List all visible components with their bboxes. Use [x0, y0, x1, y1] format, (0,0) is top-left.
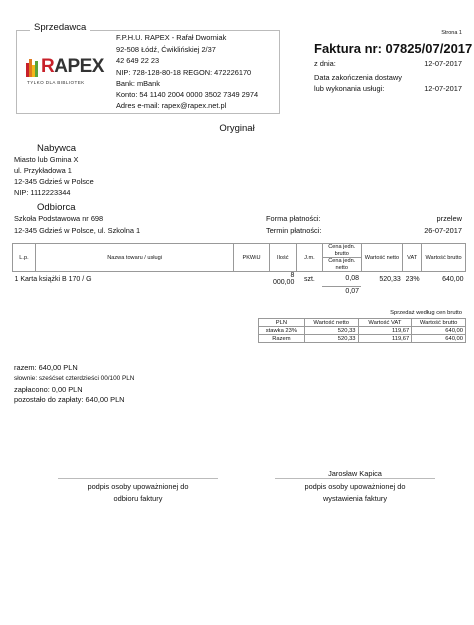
buyer-line-3: 12-345 Gdzieś w Polsce — [14, 177, 94, 186]
col-lp: L.p. — [13, 244, 36, 272]
buyer-nip: NIP: 1112223344 — [14, 188, 71, 197]
seller-heading: Sprzedawca — [30, 22, 90, 33]
page-number: Strona 1 — [441, 30, 462, 36]
rapex-logo — [26, 57, 106, 87]
payment-term-value: 26-07-2017 — [424, 226, 462, 235]
buyer-line-1: Miasto lub Gmina X — [14, 155, 79, 164]
seller-account: Konto: 54 1140 2004 0000 3502 7349 2974 — [116, 90, 259, 99]
payment-form-value: przelew — [436, 214, 462, 223]
buyer-line-2: ul. Przykładowa 1 — [14, 166, 72, 175]
left-signature-label-2: odbioru faktury — [113, 494, 163, 503]
logo-wordmark: RAPEX — [41, 56, 104, 77]
delivery-date-label-2: lub wykonania usługi: — [314, 84, 385, 93]
items-table — [12, 243, 466, 296]
issuer-name: Jarosław Kapica — [328, 469, 382, 478]
table-row-net-price: 0,07 — [13, 286, 466, 296]
recipient-line-1: Szkoła Podstawowa nr 698 — [14, 214, 104, 223]
invoice-title: Faktura nr: 07825/07/2017 — [314, 41, 473, 56]
col-unit: J.m. — [296, 244, 322, 272]
col-name: Nazwa towaru / usługi — [35, 244, 233, 272]
seller-bank: Bank: mBank — [116, 79, 160, 88]
original-label: Oryginał — [219, 123, 255, 134]
buyer-heading: Nabywca — [37, 143, 77, 154]
delivery-date-label-1: Data zakończenia dostawy — [314, 73, 402, 82]
table-row: 1 Karta książki B 170 / G 8 000,00 szt. 0,08 520,33 23% 640,00 — [14, 272, 464, 286]
right-signature-label-1: podpis osoby upoważnionej do — [304, 482, 406, 491]
payment-term-label: Termin płatności: — [266, 226, 322, 235]
col-pkwiu: PKWiU — [234, 244, 269, 272]
left-signature-label-1: podpis osoby upoważnionej do — [87, 482, 189, 491]
left-signature-line — [58, 478, 218, 479]
right-signature-line — [275, 478, 435, 479]
total-amount: razem: 640,00 PLN — [14, 363, 78, 372]
table-row: Razem 520,33 119,67 640,00 — [259, 335, 466, 343]
total-in-words: słownie: sześćset czterdzieści 00/100 PLN — [14, 375, 135, 382]
seller-email: Adres e-mail: rapex@rapex.net.pl — [116, 101, 227, 110]
paid-amount: zapłacono: 0,00 PLN — [14, 385, 83, 394]
summary-table — [258, 318, 466, 343]
col-qty: Ilość — [269, 244, 296, 272]
seller-address: 92-508 Łódź, Ćwiklińskiej 2/37 — [116, 45, 216, 54]
summary-caption: Sprzedaż według cen brutto — [390, 310, 462, 316]
delivery-date-value: 12-07-2017 — [424, 84, 462, 93]
col-net-price: Cena jedn. netto — [322, 258, 361, 272]
col-vat: VAT — [403, 244, 422, 272]
payment-form-label: Forma płatności: — [266, 214, 321, 223]
invoice-date-value: 12-07-2017 — [424, 59, 462, 68]
right-signature-label-2: wystawienia faktury — [322, 494, 388, 503]
seller-nip-regon: NIP: 728-128-80-18 REGON: 472226170 — [116, 68, 252, 77]
logo-tagline: TYLKO DLA BIBLIOTEK — [27, 80, 85, 85]
col-gross-price: Cena jedn. brutto — [322, 244, 361, 258]
recipient-line-2: 12-345 Gdzieś w Polsce, ul. Szkolna 1 — [14, 226, 141, 235]
table-row: stawka 23% 520,33 119,67 640,00 — [259, 327, 466, 335]
remaining-amount: pozostało do zapłaty: 640,00 PLN — [14, 395, 125, 404]
recipient-heading: Odbiorca — [37, 202, 76, 213]
col-gross-value: Wartość brutto — [422, 244, 466, 272]
invoice-date-label: z dnia: — [314, 59, 336, 68]
seller-phone: 42 649 22 23 — [116, 56, 160, 65]
summary-header-row: PLN Wartość netto Wartość VAT Wartość brutto — [259, 319, 466, 327]
col-net-value: Wartość netto — [361, 244, 403, 272]
logo-bars-icon — [26, 59, 40, 77]
seller-name: F.P.H.U. RAPEX - Rafał Dworniak — [116, 33, 227, 42]
